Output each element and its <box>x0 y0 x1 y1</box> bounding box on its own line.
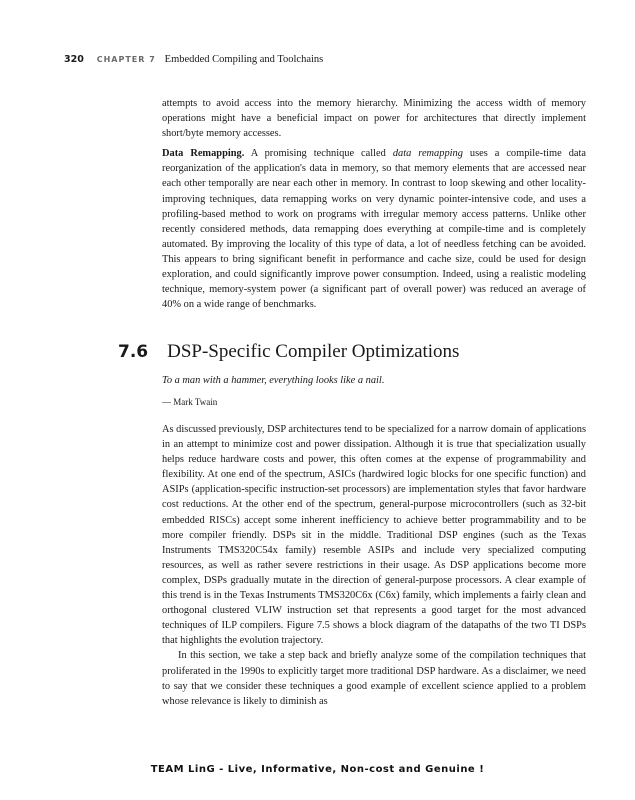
section-title: DSP-Specific Compiler Optimizations <box>167 341 460 362</box>
running-header <box>64 54 594 66</box>
section-body-text <box>162 422 586 709</box>
section-paragraph-1: As discussed previously, DSP architectures tend to be specialized for a narrow domain of applications in an attempt to minimize cost and power dissipation. Although it is true that specialization usually helps reduce hardware costs and power, this often comes at the expense of programmability and flexibility. At one end of the spectrum, ASICs (hardwired logic blocks for one specific function) and ASIPs (application-specific instruction-set processors) are implementation styles that favor hardware cost reductions. At the other end of the spectrum, general-purpose microcontrollers (such as 32-bit embedded RISCs) accept some inherent inefficiency to achieve better programmability and to be more compiler friendly. DSPs sit in the middle. Traditional DSP engines (such as the Texas Instruments TMS320C54x family) resemble ASIPs and include very specialized computing resources, as well as rather severe restrictions in their usage. As DSP applications become more complex, DSPs gradually mutate in the direction of general-purpose processors. A clear example of this trend is in the Texas Instruments TMS320C6x (C6x) family, which implements a fairly clean and orthogonal clustered VLIW instruction set that represents a good target for the most advanced techniques of ILP compilers. Figure 7.5 shows a block diagram of the datapaths of the two TI DSPs that highlights the evolution trajectory. <box>162 424 586 647</box>
section-heading <box>118 341 598 363</box>
footer-banner: TEAM LinG - Live, Informative, Non-cost and Genuine ! <box>150 764 485 775</box>
paragraph-continued: attempts to avoid access into the memory hierarchy. Minimizing the access width of memory operations might have a beneficial impact on power for architectures that directly implement short/byte memory accesses. <box>162 98 586 140</box>
epigraph <box>162 373 586 409</box>
italic-term: data remapping <box>392 148 463 160</box>
body-text-top <box>162 96 586 312</box>
section-paragraph-2: In this section, we take a step back and briefly analyze some of the compilation techniques that proliferated in the 1990s to explicitly target more traditional DSP hardware. As a disclaimer, we need to say that we consider these techniques a good example of excellent science applied to a problem whose relevance is likely to diminish as <box>162 650 586 707</box>
chapter-title: Embedded Compiling and Toolchains <box>164 54 324 65</box>
page-number: 320 <box>64 54 84 65</box>
run-in-heading: Data Remapping. <box>162 148 245 160</box>
epigraph-quote: To a man with a hammer, everything looks like a nail. <box>162 375 385 386</box>
paragraph-data-remapping <box>162 146 586 312</box>
section-number: 7.6 <box>118 342 149 362</box>
chapter-label: CHAPTER 7 <box>96 55 156 64</box>
epigraph-attribution: — Mark Twain <box>162 397 218 407</box>
paragraph-text-after: uses a compile-time data reorganization of the application's data in memory, so that memory elements that are accessed near each other temporally are near each other in memory. In contrast to loop skewing and other locality-improving techniques, data remapping works on very dynamic pointer-intensive code, and uses a profiling-based method to work on programs with irregular memory access patterns. Unlike other recently considered methods, data remapping does everything at compile-time and is completely automated. By improving the locality of this type of data, a lot of needless fetching can be avoided. This appears to bring significant benefit in performance and cache size, could be used for design exploration, and could significantly improve power consumption. Indeed, using a realistic modeling technique, memory-system power (a significant part of overall power) was reduced an average of 40% on a wide range of benchmarks. <box>162 148 586 311</box>
paragraph-text-before: A promising technique called <box>244 148 393 160</box>
